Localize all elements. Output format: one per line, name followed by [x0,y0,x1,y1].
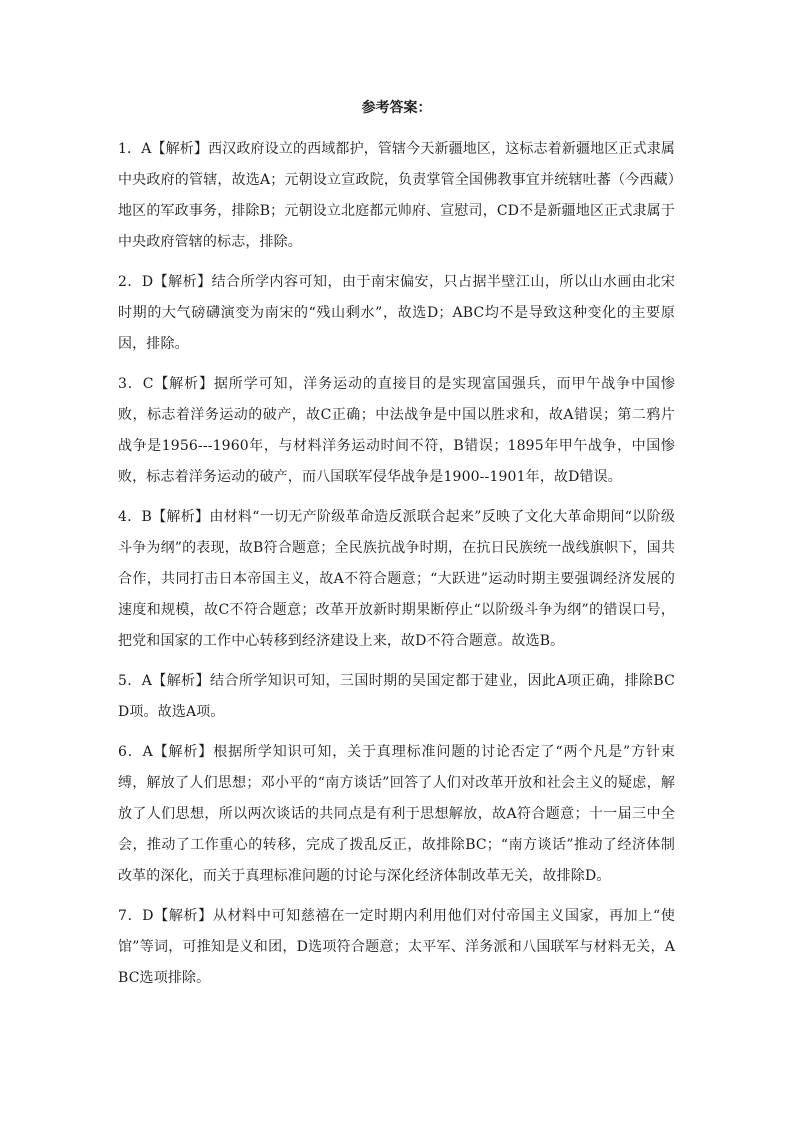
answer-item-2: 2．D【解析】结合所学内容可知，由于南宋偏安，只占据半壁江山，所以山水画由北宋时期的大气磅礴演变为南宋的“残山剩水”，故选D；ABC均不是导致这种变化的主要原因，排除。 [118,274,675,352]
answer-item-4: 4．B【解析】由材料“一切无产阶级革命造反派联合起来”反映了文化大革命期间“以阶级斗争为纲”的表现，故B符合题意；全民族抗战争时期，在抗日民族统一战线旗帜下，国共合作，共同打击日本帝国主义，故A不符合题意；“大跃进”运动时期主要强调经济发展的速度和规模，故C不符合题意；改革开放新时期果断停止“以阶级斗争为纲”的错误口号，把党和国家的工作中心转移到经济建设上来，故D不符合题意。故选B。 [118,509,675,649]
answer-item-1: 1．A【解析】西汉政府设立的西域都护，管辖今天新疆地区，这标志着新疆地区正式隶属中央政府的管辖，故选A；元朝设立宣政院，负责掌管全国佛教事宜并统辖吐蕃（今西藏）地区的军政事务，排除B；元朝设立北庭都元帅府、宣慰司，CD不是新疆地区正式隶属于中央政府管辖的标志，排除。 [118,141,676,250]
answer-item-7: 7．D【解析】从材料中可知慈禧在一定时期内利用他们对付帝国主义国家，再加上“使馆”等词，可推知是义和团，D选项符合题意；太平军、洋务派和八国联军与材料无关，ABC选项排除。 [118,908,675,986]
answer-item-6: 6．A【解析】根据所学知识可知，关于真理标准问题的讨论否定了“两个凡是”方针束缚，解放了人们思想；邓小平的“南方谈话”回答了人们对改革开放和社会主义的疑虑，解放了人们思想，所以两次谈话的共同点是有利于思想解放，故A符合题意；十一届三中全会，推动了工作重心的转移，完成了拨乱反正，故排除BC；“南方谈话”推动了经济体制改革的深化，而关于真理标准问题的讨论与深化经济体制改革无关，故排除D。 [118,744,675,884]
answer-item-5: 5．A【解析】结合所学知识可知，三国时期的吴国定都于建业，因此A项正确，排除BCD项。故选A项。 [118,673,675,720]
answer-item-3: 3．C【解析】据所学可知，洋务运动的直接目的是实现富国强兵，而甲午战争中国惨败，标志着洋务运动的破产，故C正确；中法战争是中国以胜求和，故A错误；第二鸦片战争是1956---1960年，与材料洋务运动时间不符，B错误；1895年甲午战争，中国惨败，标志着洋务运动的破产，而八国联军侵华战争是1900--1901年，故D错误。 [118,376,675,485]
section-title: 参考答案： [361,100,432,116]
answer-section [118,96,675,1003]
